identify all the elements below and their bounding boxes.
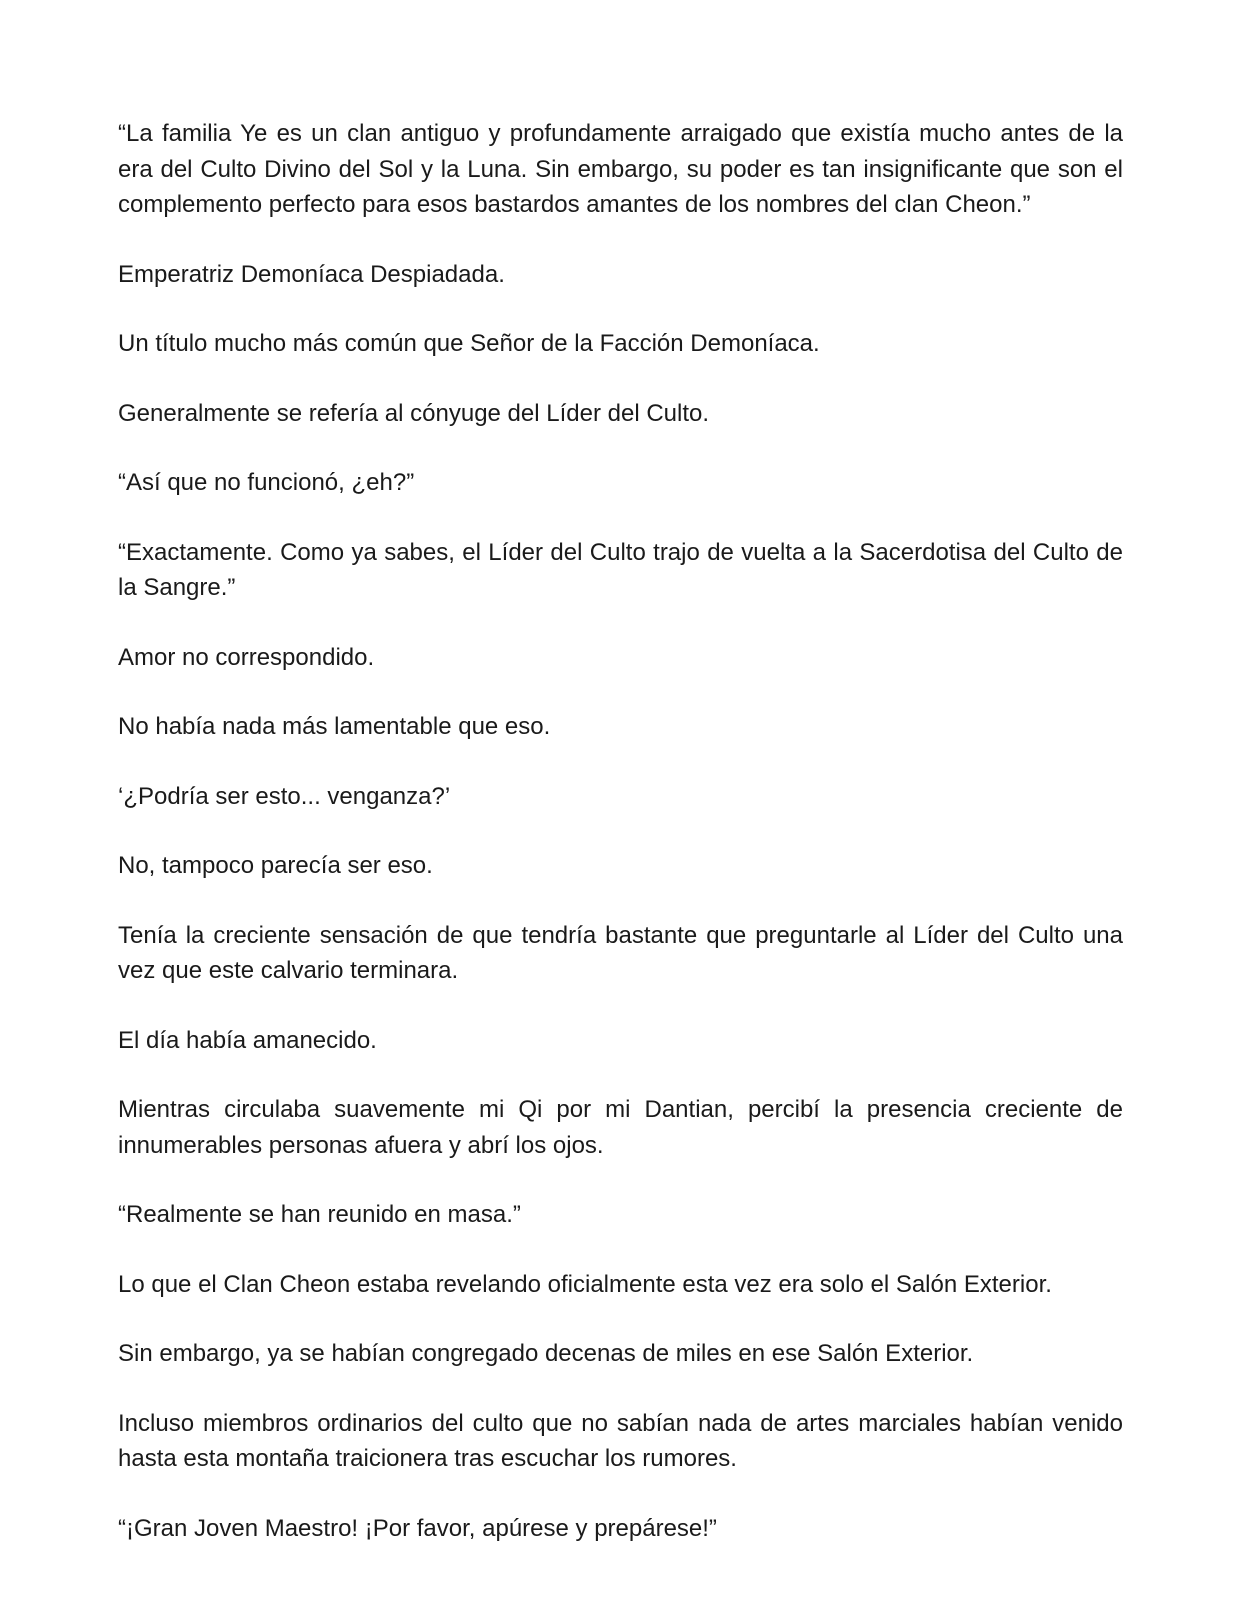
- paragraph: Emperatriz Demoníaca Despiadada.: [118, 260, 505, 288]
- paragraph: El día había amanecido.: [118, 1026, 377, 1054]
- paragraph: “La familia Ye es un clan antiguo y profundamente arraigado que existía mucho antes de la era del Culto Divino del Sol y la Luna. Sin embargo, su poder es tan insignificante que son el complemento perfecto para esos bastardos amantes de los nombres del clan Cheon.”: [118, 120, 1123, 218]
- document-body: [118, 116, 1123, 1546]
- paragraph: “Exactamente. Como ya sabes, el Líder del Culto trajo de vuelta a la Sacerdotisa del Culto de la Sangre.”: [118, 538, 1123, 601]
- paragraph: “¡Gran Joven Maestro! ¡Por favor, apúrese y prepárese!”: [118, 1514, 717, 1542]
- paragraph: Incluso miembros ordinarios del culto que no sabían nada de artes marciales habían venido hasta esta montaña traicionera tras escuchar los rumores.: [118, 1409, 1123, 1472]
- paragraph: Mientras circulaba suavemente mi Qi por mi Dantian, percibí la presencia creciente de innumerables personas afuera y abrí los ojos.: [118, 1096, 1123, 1159]
- paragraph: Amor no correspondido.: [118, 643, 375, 671]
- paragraph: No, tampoco parecía ser eso.: [118, 852, 433, 879]
- paragraph: Generalmente se refería al cónyuge del Líder del Culto.: [118, 399, 710, 427]
- paragraph: Sin embargo, ya se habían congregado decenas de miles en ese Salón Exterior.: [118, 1340, 974, 1367]
- paragraph: Lo que el Clan Cheon estaba revelando oficialmente esta vez era solo el Salón Exterior.: [118, 1270, 1052, 1298]
- paragraph: Tenía la creciente sensación de que tendría bastante que preguntarle al Líder del Culto una vez que este calvario terminara.: [118, 921, 1123, 984]
- paragraph: “Realmente se han reunido en masa.”: [118, 1201, 521, 1228]
- paragraph: ‘¿Podría ser esto... venganza?’: [118, 782, 451, 810]
- paragraph: “Así que no funcionó, ¿eh?”: [118, 469, 415, 496]
- paragraph: Un título mucho más común que Señor de la Facción Demoníaca.: [118, 330, 820, 357]
- paragraph: No había nada más lamentable que eso.: [118, 713, 551, 740]
